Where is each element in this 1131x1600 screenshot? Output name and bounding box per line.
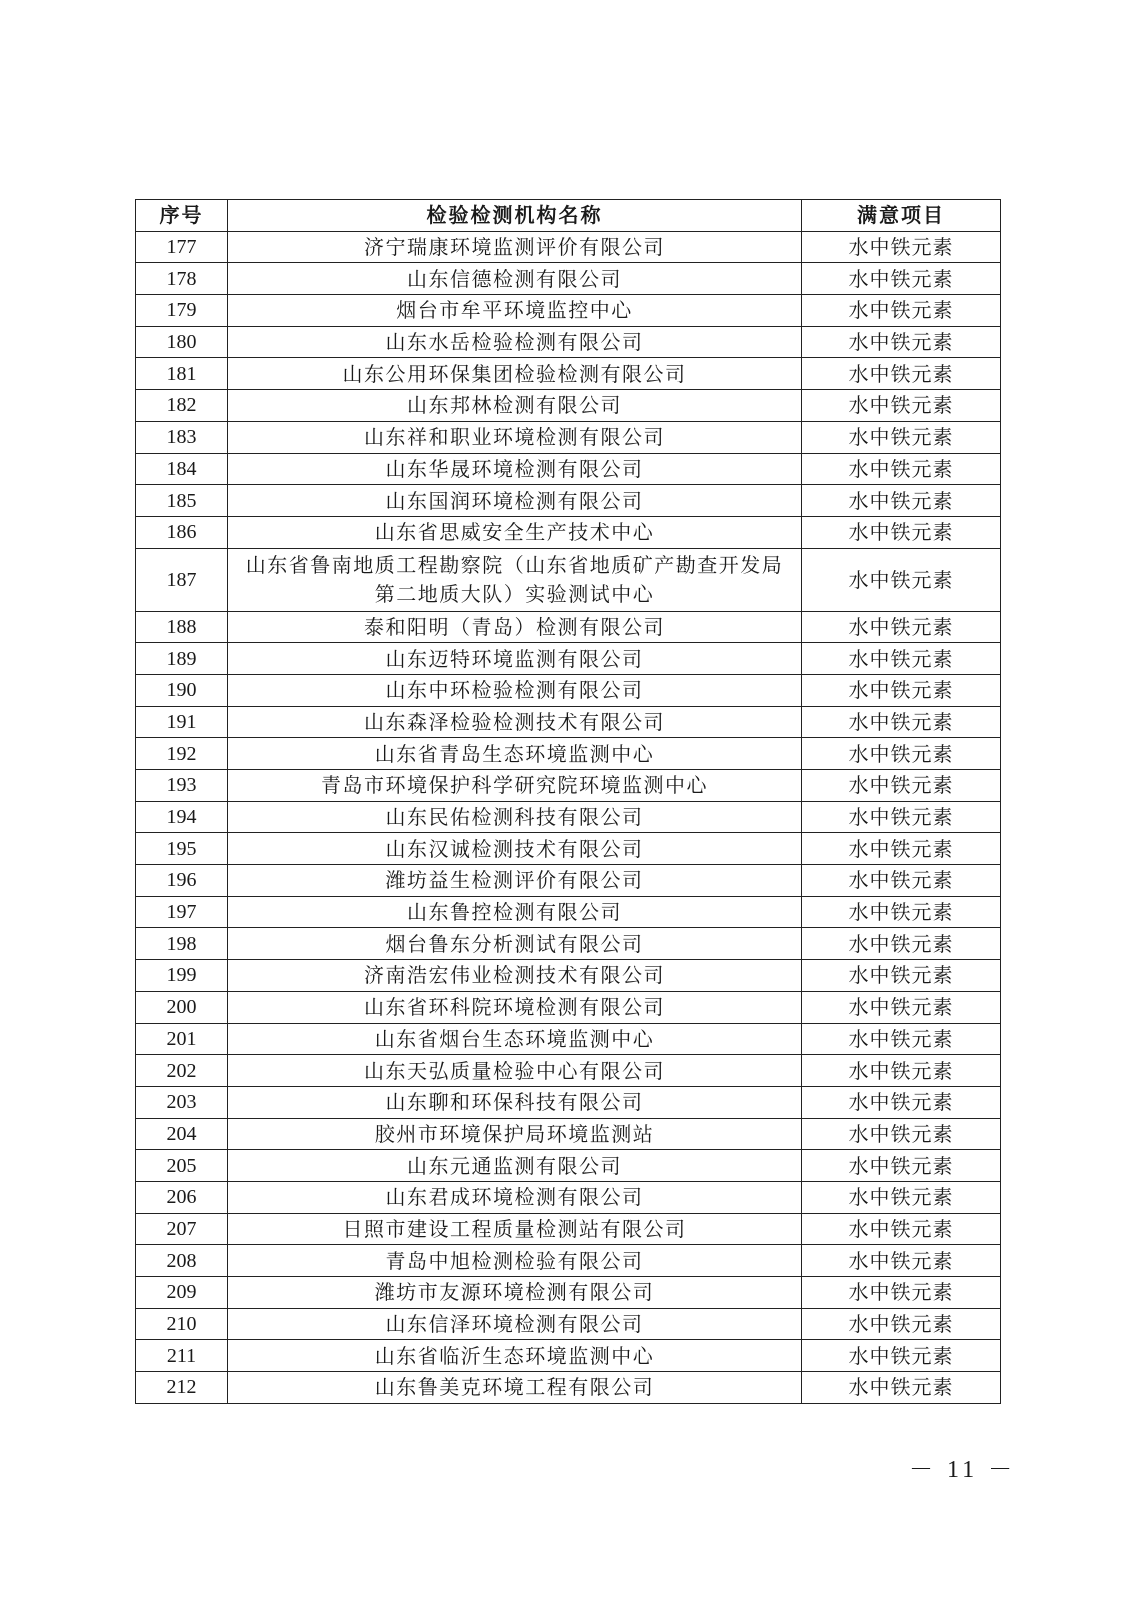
institution-name-cell: 山东鲁控检测有限公司	[228, 896, 802, 928]
table-row	[136, 770, 1001, 802]
institution-name-cell: 山东邦林检测有限公司	[228, 390, 802, 422]
serial-number-cell: 202	[136, 1055, 228, 1087]
institution-name-cell: 潍坊益生检测评价有限公司	[228, 865, 802, 897]
institution-name-cell: 山东元通监测有限公司	[228, 1150, 802, 1182]
table-row	[136, 358, 1001, 390]
satisfactory-item-cell: 水中铁元素	[802, 1245, 1001, 1277]
institution-name-cell: 山东省鲁南地质工程勘察院（山东省地质矿产勘查开发局第二地质大队）实验测试中心	[228, 548, 802, 611]
table-row	[136, 231, 1001, 263]
serial-number-cell: 182	[136, 390, 228, 422]
serial-number-cell: 193	[136, 770, 228, 802]
satisfactory-item-cell: 水中铁元素	[802, 611, 1001, 643]
table-row	[136, 516, 1001, 548]
table-row	[136, 1181, 1001, 1213]
institution-name-cell: 青岛市环境保护科学研究院环境监测中心	[228, 770, 802, 802]
institution-name-cell: 山东水岳检验检测有限公司	[228, 326, 802, 358]
serial-number-cell: 177	[136, 231, 228, 263]
table-row	[136, 1340, 1001, 1372]
satisfactory-item-cell: 水中铁元素	[802, 1118, 1001, 1150]
satisfactory-item-cell: 水中铁元素	[802, 896, 1001, 928]
satisfactory-item-cell: 水中铁元素	[802, 1023, 1001, 1055]
institution-name-cell: 山东公用环保集团检验检测有限公司	[228, 358, 802, 390]
satisfactory-item-cell: 水中铁元素	[802, 485, 1001, 517]
serial-number-cell: 195	[136, 833, 228, 865]
institution-name-cell: 山东信德检测有限公司	[228, 263, 802, 295]
serial-number-cell: 210	[136, 1308, 228, 1340]
serial-number-cell: 199	[136, 960, 228, 992]
institution-name-cell: 山东省环科院环境检测有限公司	[228, 991, 802, 1023]
satisfactory-item-cell: 水中铁元素	[802, 770, 1001, 802]
satisfactory-item-cell: 水中铁元素	[802, 390, 1001, 422]
serial-number-cell: 178	[136, 263, 228, 295]
institution-name-cell: 山东民佑检测科技有限公司	[228, 801, 802, 833]
table-row	[136, 1150, 1001, 1182]
satisfactory-item-cell: 水中铁元素	[802, 358, 1001, 390]
institution-name-cell: 山东华晟环境检测有限公司	[228, 453, 802, 485]
table-row	[136, 485, 1001, 517]
serial-number-cell: 179	[136, 295, 228, 327]
serial-number-cell: 184	[136, 453, 228, 485]
table-row	[136, 326, 1001, 358]
institution-name-cell: 日照市建设工程质量检测站有限公司	[228, 1213, 802, 1245]
satisfactory-item-cell: 水中铁元素	[802, 263, 1001, 295]
serial-number-cell: 207	[136, 1213, 228, 1245]
institution-name-cell: 山东君成环境检测有限公司	[228, 1181, 802, 1213]
serial-number-cell: 196	[136, 865, 228, 897]
table-row	[136, 1086, 1001, 1118]
table-header-row	[136, 200, 1001, 232]
institution-name-cell: 济宁瑞康环境监测评价有限公司	[228, 231, 802, 263]
institution-name-cell: 山东省青岛生态环境监测中心	[228, 738, 802, 770]
institution-name-cell: 山东天弘质量检验中心有限公司	[228, 1055, 802, 1087]
header-serial-number: 序号	[136, 200, 228, 232]
serial-number-cell: 186	[136, 516, 228, 548]
table-row	[136, 991, 1001, 1023]
institution-name-cell: 山东省思威安全生产技术中心	[228, 516, 802, 548]
table-row	[136, 896, 1001, 928]
table-row	[136, 1055, 1001, 1087]
serial-number-cell: 209	[136, 1277, 228, 1309]
table-row	[136, 801, 1001, 833]
table-row	[136, 263, 1001, 295]
serial-number-cell: 180	[136, 326, 228, 358]
serial-number-cell: 181	[136, 358, 228, 390]
page-number: － 11 －	[909, 1457, 1017, 1483]
serial-number-cell: 189	[136, 643, 228, 675]
table-row	[136, 295, 1001, 327]
table-row	[136, 960, 1001, 992]
satisfactory-item-cell: 水中铁元素	[802, 960, 1001, 992]
table-row	[136, 1118, 1001, 1150]
table-row	[136, 1308, 1001, 1340]
serial-number-cell: 188	[136, 611, 228, 643]
table-row	[136, 421, 1001, 453]
institution-name-cell: 胶州市环境保护局环境监测站	[228, 1118, 802, 1150]
serial-number-cell: 197	[136, 896, 228, 928]
serial-number-cell: 204	[136, 1118, 228, 1150]
table-row	[136, 611, 1001, 643]
satisfactory-item-cell: 水中铁元素	[802, 1181, 1001, 1213]
serial-number-cell: 190	[136, 674, 228, 706]
satisfactory-item-cell: 水中铁元素	[802, 548, 1001, 611]
serial-number-cell: 183	[136, 421, 228, 453]
serial-number-cell: 191	[136, 706, 228, 738]
table-body	[136, 231, 1001, 1403]
institution-name-cell: 烟台鲁东分析测试有限公司	[228, 928, 802, 960]
institution-name-cell: 青岛中旭检测检验有限公司	[228, 1245, 802, 1277]
table-row	[136, 643, 1001, 675]
institution-name-cell: 山东森泽检验检测技术有限公司	[228, 706, 802, 738]
satisfactory-item-cell: 水中铁元素	[802, 295, 1001, 327]
header-institution-name: 检验检测机构名称	[228, 200, 802, 232]
satisfactory-item-cell: 水中铁元素	[802, 516, 1001, 548]
serial-number-cell: 187	[136, 548, 228, 611]
satisfactory-item-cell: 水中铁元素	[802, 1150, 1001, 1182]
institution-name-cell: 山东汉诚检测技术有限公司	[228, 833, 802, 865]
institution-name-cell: 山东国润环境检测有限公司	[228, 485, 802, 517]
satisfactory-item-cell: 水中铁元素	[802, 991, 1001, 1023]
table-row	[136, 706, 1001, 738]
institution-name-cell: 泰和阳明（青岛）检测有限公司	[228, 611, 802, 643]
table-row	[136, 548, 1001, 611]
institution-name-cell: 山东迈特环境监测有限公司	[228, 643, 802, 675]
serial-number-cell: 192	[136, 738, 228, 770]
satisfactory-item-cell: 水中铁元素	[802, 453, 1001, 485]
satisfactory-item-cell: 水中铁元素	[802, 1086, 1001, 1118]
table-row	[136, 865, 1001, 897]
serial-number-cell: 211	[136, 1340, 228, 1372]
satisfactory-item-cell: 水中铁元素	[802, 865, 1001, 897]
table-row	[136, 1213, 1001, 1245]
satisfactory-item-cell: 水中铁元素	[802, 643, 1001, 675]
satisfactory-item-cell: 水中铁元素	[802, 1308, 1001, 1340]
table-row	[136, 738, 1001, 770]
serial-number-cell: 212	[136, 1372, 228, 1404]
institution-name-cell: 山东中环检验检测有限公司	[228, 674, 802, 706]
serial-number-cell: 201	[136, 1023, 228, 1055]
institution-name-cell: 山东鲁美克环境工程有限公司	[228, 1372, 802, 1404]
table-row	[136, 1245, 1001, 1277]
satisfactory-item-cell: 水中铁元素	[802, 674, 1001, 706]
satisfactory-item-cell: 水中铁元素	[802, 1055, 1001, 1087]
institution-name-cell: 山东省临沂生态环境监测中心	[228, 1340, 802, 1372]
table-row	[136, 1372, 1001, 1404]
satisfactory-item-cell: 水中铁元素	[802, 1213, 1001, 1245]
institution-name-cell: 烟台市牟平环境监控中心	[228, 295, 802, 327]
institution-name-cell: 潍坊市友源环境检测有限公司	[228, 1277, 802, 1309]
satisfactory-item-cell: 水中铁元素	[802, 738, 1001, 770]
table-row	[136, 1023, 1001, 1055]
serial-number-cell: 198	[136, 928, 228, 960]
institution-name-cell: 济南浩宏伟业检测技术有限公司	[228, 960, 802, 992]
institution-name-cell: 山东聊和环保科技有限公司	[228, 1086, 802, 1118]
satisfactory-item-cell: 水中铁元素	[802, 1340, 1001, 1372]
serial-number-cell: 185	[136, 485, 228, 517]
table-row	[136, 1277, 1001, 1309]
table-row	[136, 833, 1001, 865]
table-row	[136, 453, 1001, 485]
serial-number-cell: 200	[136, 991, 228, 1023]
institution-table	[135, 199, 1001, 1404]
table-row	[136, 390, 1001, 422]
table-row	[136, 674, 1001, 706]
serial-number-cell: 205	[136, 1150, 228, 1182]
satisfactory-item-cell: 水中铁元素	[802, 326, 1001, 358]
satisfactory-item-cell: 水中铁元素	[802, 801, 1001, 833]
satisfactory-item-cell: 水中铁元素	[802, 421, 1001, 453]
table-row	[136, 928, 1001, 960]
serial-number-cell: 203	[136, 1086, 228, 1118]
satisfactory-item-cell: 水中铁元素	[802, 1372, 1001, 1404]
satisfactory-item-cell: 水中铁元素	[802, 231, 1001, 263]
satisfactory-item-cell: 水中铁元素	[802, 706, 1001, 738]
satisfactory-item-cell: 水中铁元素	[802, 1277, 1001, 1309]
institution-name-cell: 山东信泽环境检测有限公司	[228, 1308, 802, 1340]
serial-number-cell: 206	[136, 1181, 228, 1213]
header-satisfactory-item: 满意项目	[802, 200, 1001, 232]
institution-name-cell: 山东省烟台生态环境监测中心	[228, 1023, 802, 1055]
satisfactory-item-cell: 水中铁元素	[802, 833, 1001, 865]
satisfactory-item-cell: 水中铁元素	[802, 928, 1001, 960]
serial-number-cell: 194	[136, 801, 228, 833]
institution-name-cell: 山东祥和职业环境检测有限公司	[228, 421, 802, 453]
serial-number-cell: 208	[136, 1245, 228, 1277]
